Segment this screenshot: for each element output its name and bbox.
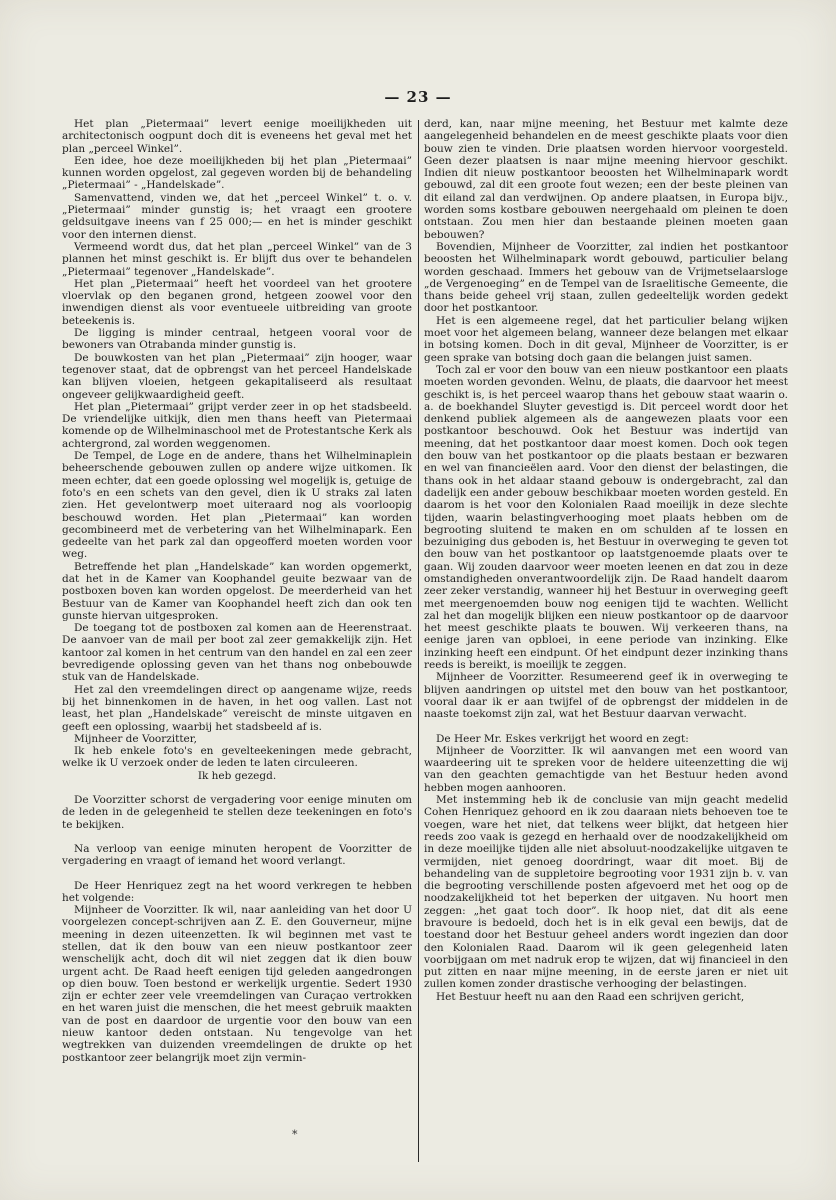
paragraph: Mijnheer de Voorzitter. Resumeerend geef ik in overweging te blijven aandringen op uitstel met den bouw van het postkantoor, vooral daar ik er aan twijfel of de opbrengst der middelen in de naaste toekomst zijn zal, wat het Bestuur daarvan verwacht. [424, 671, 788, 721]
paragraph: Na verloop van eenige minuten heropent de Voorzitter de vergadering en vraagt of iemand het woord verlangt. [62, 842, 412, 868]
paragraph: De Heer Mr. Eskes verkrijgt het woord en zegt: [436, 732, 689, 745]
paragraph: Het plan „Pietermaai” heeft het voordeel van het grootere vloervlak op den beganen grond, hetgeen zoowel voor den inwendigen dienst als voor eventueele uitbreiding van groote beteekenis is. [62, 277, 412, 327]
paragraph: Vermeend wordt dus, dat het plan „perceel Winkel” van de 3 plannen het minst geschikt is. Er blijft dus over te behandelen „Pietermaai” tegenover „Handelskade”. [62, 240, 412, 278]
paragraph: De Heer Henriquez zegt na het woord verkregen te hebben het volgende: [62, 879, 412, 904]
paragraph: Met instemming heb ik de conclusie van mijn geacht medelid Cohen Henriquez gehoord en ik zou daaraan niets behoeven toe te voegen, ware het niet, dat telkens weer blijkt, dat hetgeen hier reeds zoo vaak is gezegd en herhaald over de noodzakelijkheid om in deze moeilijke tijden alle niet absoluut-noodzakelijke uitgaven te vermijden, niet genoeg doordringt, waar dit moet. Bij de behandeling van de suppletoire begrooting voor 1931 zijn b. v. van die begrooting verschillende posten afgevoerd met het oog op de noodzakelijkheid tot het beperken der uitgaven. Nu hoort men zeggen: „het gaat toch door”. Ik hoop niet, dat dit als eene bravoure is bedoeld, doch het is in elk geval een bewijs, dat de toestand door het Bestuur geheel anders wordt ingezien dan door den Kolonialen Raad. Daarom wil ik geen gelegenheid laten voorbijgaan om met nadruk erop te wijzen, dat wij financieel in den put zitten en naar mijne meening, in de eerste jaren er niet uit zullen komen zonder drastische verhooging der belastingen. [424, 794, 788, 991]
paragraph: Het zal den vreemdelingen direct op aangename wijze, reeds bij het binnenkomen in de haven, in het oog vallen. Last not least, het plan „Handelskade” vereischt de minste uitgaven en geeft een oplossing, waarbij het stadsbeeld af is. [62, 683, 412, 733]
paragraph: Een idee, hoe deze moeilijkheden bij het plan „Pietermaai” kunnen worden opgelost, zal gegeven worden bij de behandeling „Pietermaai” - „Handelskade”. [62, 154, 412, 192]
paragraph: Samenvattend, vinden we, dat het „perceel Winkel” t. o. v. „Pietermaai” minder gunstig is; het vraagt een grootere geldsuitgave ineens van f 25 000;— en het is minder geschikt voor den internen dienst. [62, 191, 412, 241]
paragraph: Mijnheer de Voorzitter. Ik wil aanvangen met een woord van waardeering uit te spreken voor de heldere uiteenzetting die wij van den geachten gemachtigde van het Bestuur heden avond hebben mogen aanhooren. [424, 744, 788, 794]
paragraph: De toegang tot de postboxen zal komen aan de Heerenstraat. De aanvoer van de mail per boot zal zeer gemakkelijk zijn. Het kantoor zal komen in het centrum van den handel en zal een zeer bevredigende oplossing geven van het thans nog onbebouwde stuk van de Handelskade. [62, 622, 412, 684]
footer-mark: * [292, 1128, 298, 1141]
paragraph: Ik heb enkele foto's en gevelteekeningen mede gebracht, welke ik U verzoek onder de leden te laten circuleeren. [62, 745, 412, 770]
paragraph: De bouwkosten van het plan „Pietermaai” zijn hooger, waar tegenover staat, dat de opbrengst van het perceel Handelskade kan blijven vloeien, hetgeen gekapitaliseerd als resultaat ongeveer gelijkwaardigheid geeft. [62, 351, 412, 401]
paragraph: Het is een algemeene regel, dat het particulier belang wijken moet voor het algemeen belang, wanneer deze belangen met elkaar in botsing komen. Doch in dit geval, Mijnheer de Voorzitter, is er geen sprake van botsing doch gaan die belangen juist samen. [424, 314, 788, 364]
paragraph: De ligging is minder centraal, hetgeen vooral voor de bewoners van Otrabanda minder gunstig is. [62, 327, 412, 352]
paragraph: Toch zal er voor den bouw van een nieuw postkantoor een plaats moeten worden gevonden. Welnu, de plaats, die daarvoor het meest geschikt is, is het perceel waarop thans het gebouw staat waarin o. a. de boekhandel Sluyter gevestigd is. Dit perceel wordt door het denkend publiek algemeen als de aangewezen plaats voor een postkantoor beschouwd. Ook het Bestuur was indertijd van meening, dat het postkantoor daar moest komen. Doch ook tegen den bouw van het postkantoor op die plaats bestaan er bezwaren en wel van financieëlen aard. Voor den dienst der belastingen, die thans ook in het aldaar staand gebouw is ondergebracht, zal dan dadelijk een ander gebouw beschikbaar moeten worden gesteld. En daarom is het voor den Kolonialen Raad moeilijk in deze slechte tijden, waarin belastingverhooging moet plaats hebben om de begrooting sluitend te maken en om schulden af te lossen en bezuiniging dus geboden is, het Bestuur in overweging te geven tot den bouw van het postkantoor op laatstgenoemde plaats over te gaan. Wij zouden daarvoor weer moeten leenen en dat zou in deze omstandigheden onverantwoordelijk zijn. De Raad handelt daarom zeer zeker verstandig, wanneer hij het Bestuur in overweging geeft met meergenoemden bouw nog eenigen tijd te wachten. Wellicht zal het dan mogelijk blijken een nieuw postkantoor op de daarvoor het meest geschikte plaats te bouwen. Wij verkeeren thans, na eenige jaren van opbloei, in eene periode van inzinking. Elke inzinking heeft een eindpunt. Of het eindpunt dezer inzinking thans reeds is bereikt, is moeilijk te zeggen. [424, 363, 788, 672]
paragraph: derd, kan, naar mijne meening, het Bestuur met kalmte deze aangelegenheid behandelen en de meest geschikte plaats voor dien bouw zien te vinden. Drie plaatsen worden hiervoor voorgesteld. Geen dezer plaatsen is naar mijne meening hiervoor geschikt. Indien dit nieuw postkantoor beoosten het Wilhelminapark wordt gebouwd, zal dit een groote fout wezen; een der beste pleinen van dit eiland zal dan verdwijnen. Op andere plaatsen, in Europa bijv., worden soms kostbare gebouwen neergehaald om pleinen te doen ontstaan. Zou men hier dan bestaande pleinen moeten gaan bebouwen? [424, 118, 788, 241]
paragraph: Het plan „Pietermaai” levert eenige moeilijkheden uit architectonisch oogpunt doch dit is eveneens het geval met het plan „perceel Winkel”. [62, 118, 412, 155]
paragraph: Mijnheer de Voorzitter. Ik wil, naar aanleiding van het door U voorgelezen concept-schrijven aan Z. E. den Gouverneur, mijne meening in dezen uiteenzetten. Ik wil beginnen met vast te stellen, dat ik den bouw van een nieuw postkantoor zeer wenschelijk acht, doch dit wil niet zeggen dat ik dien bouw urgent acht. De Raad heeft eenigen tijd geleden aangedrongen op dien bouw. Toen bestond er werkelijk urgentie. Sedert 1930 zijn er echter zeer vele vreemdelingen van Curaçao vertrokken en het waren juist die menschen, die het meest gebruik maakten van de post en daardoor de urgentie voor den bouw van een nieuw kantoor deden ontstaan. Nu tengevolge van het wegtrekken van duizenden vreemdelingen de drukte op het postkantoor zeer belangrijk moet zijn vermin- [62, 904, 412, 1064]
column-divider [418, 120, 419, 1162]
paragraph: De Tempel, de Loge en de andere, thans het Wilhelminaplein beheerschende gebouwen zullen op andere wijze uitkomen. Ik meen echter, dat een goede oplossing wel mogelijk is, getuige de foto's en een schets van den gevel, dien ik U straks zal laten zien. Het gevelontwerp moet uiteraard nog als voorloopig beschouwd worden. Het plan „Pietermaai” kan worden gecombineerd met de verbetering van het Wilhelminapark. Een gedeelte van het park zal dan opgeofferd moeten worden voor weg. [62, 450, 412, 561]
paragraph: Bovendien, Mijnheer de Voorzitter, zal indien het postkantoor beoosten het Wilhelminapark wordt gebouwd, particulier belang worden geschaad. Immers het gebouw van de Vrijmetselaarsloge „de Vergenoeging” en de Tempel van de Israelitische Gemeente, die thans beide geheel vrij staan, zullen gedeeltelijk worden gedekt door het postkantoor. [424, 240, 788, 315]
paragraph: Het Bestuur heeft nu aan den Raad een schrijven gericht, [436, 990, 745, 1003]
paragraph: Het plan „Pietermaai” grijpt verder zeer in op het stadsbeeld. De vriendelijke uitkijk, dien men thans heeft van Pietermaai komende op de Wilhelminaschool met de Protestantsche Kerk als achtergrond, zal worden weggenomen. [62, 400, 412, 450]
paragraph: Betreffende het plan „Handelskade” kan worden opgemerkt, dat het in de Kamer van Koophandel geuite bezwaar van de postboxen boven kan worden opgelost. De meerderheid van het Bestuur van de Kamer van Koophandel heeft zich dan ook ten gunste hiervan uitgesproken. [62, 560, 412, 622]
paragraph: De Voorzitter schorst de vergadering voor eenige minuten om de leden in de gelegenheid te stellen deze teekeningen en foto's te bekijken. [62, 794, 412, 831]
right-column [424, 118, 788, 1003]
left-column [62, 118, 412, 1064]
paragraph: Mijnheer de Voorzitter, [74, 732, 197, 745]
closing-line: Ik heb gezegd. [197, 769, 277, 782]
page-number: — 23 — [384, 88, 452, 106]
